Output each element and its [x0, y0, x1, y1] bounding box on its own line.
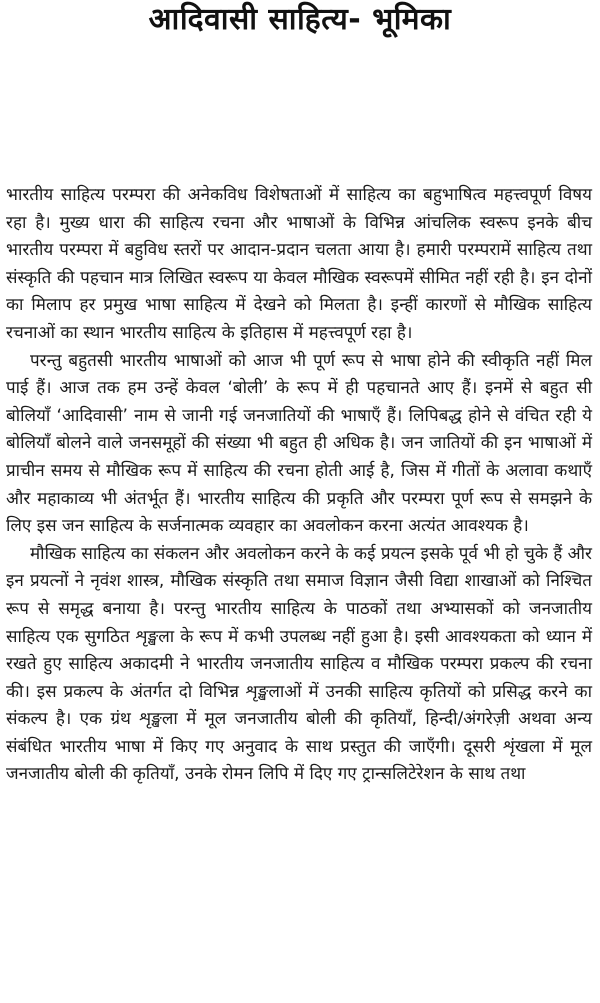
page-title: आदिवासी साहित्य- भूमिका: [148, 2, 452, 37]
paragraph-1: भारतीय साहित्य परम्परा की अनेकविध विशेषताओं में साहित्य का बहुभाषित्व महत्त्वपूर्ण विषय रहा है। मुख्य धारा की साहित्य रचना और भाषाओं के विभिन्न आंचलिक स्वरूप इनके बीच भारतीय परम्परा में बहुविध स्तरों पर आदान-प्रदान चलता आया है। हमारी परम्परामें साहित्य तथा संस्कृति की पहचान मात्र लिखित स्वरूप या केवल मौखिक स्वरूपमें सीमित नहीं रही है। इन दोनों का मिलाप हर प्रमुख भाषा साहित्य में देखने को मिलता है। इन्हीं कारणों से मौखिक साहित्य रचनाओं का स्थान भारतीय साहित्य के इतिहास में महत्त्वपूर्ण रहा है।: [6, 185, 592, 343]
body-text: [6, 182, 592, 789]
paragraph-3: मौखिक साहित्य का संकलन और अवलोकन करने के कई प्रयत्न इसके पूर्व भी हो चुके हैं और इन प्रयत्नों ने नृवंश शास्त्र, मौखिक संस्कृति तथा समाज विज्ञान जैसी विद्या शाखाओं को निश्चित रूप से समृद्ध बनाया है। परन्तु भारतीय साहित्य के पाठकों तथा अभ्यासकों को जनजातीय साहित्य एक सुगठित शृङ्खला के रूप में कभी उपलब्ध नहीं हुआ है। इसी आवश्यकता को ध्यान में रखते हुए साहित्य अकादमी ने भारतीय जनजातीय साहित्य व मौखिक परम्परा प्रकल्प की रचना की। इस प्रकल्प के अंतर्गत दो विभिन्न शृङ्खलाओं में उनकी साहित्य कृतियों को प्रसिद्ध करने का संकल्प है। एक ग्रंथ शृङ्खला में मूल जनजातीय बोली की कृतियाँ, हिन्दी/अंगरेज़ी अथवा अन्य संबंधित भारतीय भाषा में किए गए अनुवाद के साथ प्रस्तुत की जाएँगी। दूसरी शृंखला में मूल जनजातीय बोली की कृतियाँ, उनके रोमन लिपि में दिए गए ट्रान्सलिटेरेशन के साथ तथा: [6, 543, 592, 785]
paragraph-2: परन्तु बहुतसी भारतीय भाषाओं को आज भी पूर्ण रूप से भाषा होने की स्वीकृति नहीं मिल पाई हैं। आज तक हम उन्हें केवल ‘बोली’ के रूप में ही पहचानते आए हैं। इनमें से बहुत सी बोलियाँ ‘आदिवासी’ नाम से जानी गई जनजातियों की भाषाएँ हैं। लिपिबद्ध होने से वंचित रही ये बोलियाँ बोलने वाले जनसमूहों की संख्या भी बहुत ही अधिक है। जन जातियों की इन भाषाओं में प्राचीन समय से मौखिक रूप में साहित्य की रचना होती आई है, जिस में गीतों के अलावा कथाएँ और महाकाव्य भी अंतर्भूत हैं। भारतीय साहित्य की प्रकृति और परम्परा पूर्ण रूप से समझने के लिए इस जन साहित्य के सर्जनात्मक व्यवहार का अवलोकन करना अत्यंत आवश्यक है।: [6, 350, 592, 537]
